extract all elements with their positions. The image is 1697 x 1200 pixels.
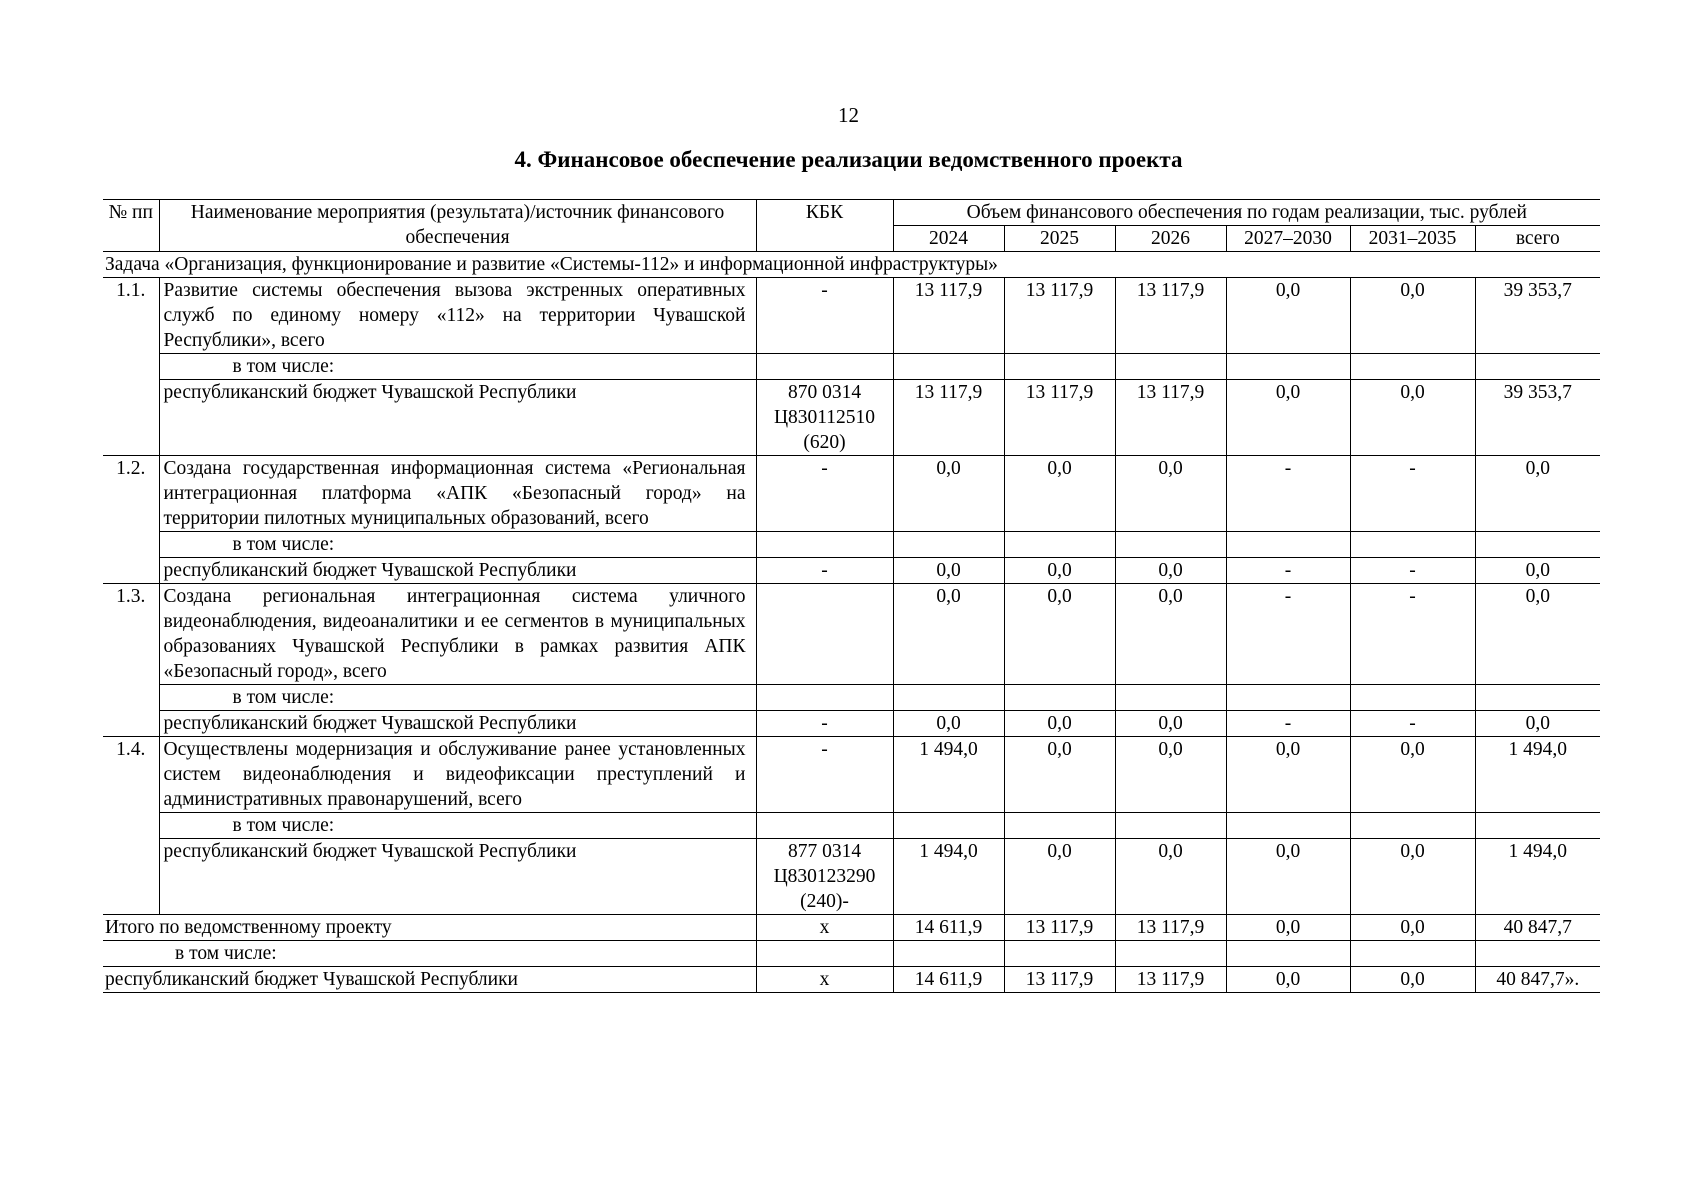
source-total: 0,0 [1475, 558, 1600, 584]
item-num: 1.2. [103, 456, 159, 584]
source-value: - [1350, 558, 1475, 584]
header-year: 2025 [1004, 226, 1115, 252]
source-label: республиканский бюджет Чувашской Республики [159, 711, 756, 737]
source-row [103, 558, 1600, 584]
source-value: 13 117,9 [1004, 380, 1115, 456]
item-value: 0,0 [1115, 737, 1226, 813]
item-name: Осуществлены модернизация и обслуживание ранее установленных систем видеонаблюдения и видеофиксации преступлений и административных правонарушений, всего [159, 737, 756, 813]
item-row [103, 584, 1600, 685]
source-label: республиканский бюджет Чувашской Республики [159, 839, 756, 915]
source-kbk: - [756, 711, 893, 737]
total-label: Итого по ведомственному проекту [103, 915, 756, 941]
item-row [103, 278, 1600, 354]
section-title: 4. Финансовое обеспечение реализации ведомственного проекта [514, 147, 1183, 172]
total-source-label: республиканский бюджет Чувашской Республики [103, 967, 756, 993]
source-label: республиканский бюджет Чувашской Республики [159, 558, 756, 584]
source-label: республиканский бюджет Чувашской Республики [159, 380, 756, 456]
source-total: 1 494,0 [1475, 839, 1600, 915]
source-total: 39 353,7 [1475, 380, 1600, 456]
item-row [103, 737, 1600, 813]
source-row [103, 839, 1600, 915]
financing-table [103, 199, 1600, 993]
item-kbk: - [756, 278, 893, 354]
total-source-value: 13 117,9 [1115, 967, 1226, 993]
source-total: 0,0 [1475, 711, 1600, 737]
task-label: Задача «Организация, функционирование и развитие «Системы-112» и информационной инфраструктуры» [103, 252, 1600, 278]
source-value: - [1226, 558, 1350, 584]
item-value: 0,0 [1350, 278, 1475, 354]
item-value: - [1226, 584, 1350, 685]
item-num: 1.1. [103, 278, 159, 456]
total-row [103, 915, 1600, 941]
item-value: 0,0 [893, 456, 1004, 532]
total-value: 0,0 [1226, 915, 1350, 941]
item-num: 1.4. [103, 737, 159, 915]
item-value: 0,0 [893, 584, 1004, 685]
source-value: 0,0 [1350, 839, 1475, 915]
source-value: 1 494,0 [893, 839, 1004, 915]
total-value: 13 117,9 [1115, 915, 1226, 941]
header-year: 2026 [1115, 226, 1226, 252]
source-kbk: - [756, 558, 893, 584]
source-row [103, 380, 1600, 456]
header-row [103, 200, 1600, 226]
item-value: 0,0 [1004, 737, 1115, 813]
including-label: в том числе: [159, 813, 756, 839]
including-label: в том числе: [159, 685, 756, 711]
header-year: 2024 [893, 226, 1004, 252]
source-row [103, 711, 1600, 737]
item-value: 1 494,0 [893, 737, 1004, 813]
item-value: - [1350, 456, 1475, 532]
source-value: 0,0 [1226, 380, 1350, 456]
total-source-kbk: х [756, 967, 893, 993]
total-including-row [103, 941, 1600, 967]
header-name: Наименование мероприятия (результата)/источник финансового обеспечения [159, 200, 756, 252]
source-kbk: 877 0314 Ц830123290 (240)- [756, 839, 893, 915]
total-source-row [103, 967, 1600, 993]
item-kbk: - [756, 456, 893, 532]
item-value: 0,0 [1115, 584, 1226, 685]
total-value: 0,0 [1350, 915, 1475, 941]
source-value: 0,0 [1115, 558, 1226, 584]
source-kbk: 870 0314 Ц830112510 (620) [756, 380, 893, 456]
total-kbk: х [756, 915, 893, 941]
total-value: 13 117,9 [1004, 915, 1115, 941]
item-total: 39 353,7 [1475, 278, 1600, 354]
item-name: Создана государственная информационная система «Региональная интеграционная платформа «АПК «Безопасный город» на территории пилотных муниципальных образований, всего [159, 456, 756, 532]
source-value: - [1226, 711, 1350, 737]
item-value: - [1226, 456, 1350, 532]
item-value: 0,0 [1004, 456, 1115, 532]
including-label: в том числе: [159, 532, 756, 558]
source-value: 0,0 [1115, 711, 1226, 737]
including-row [103, 685, 1600, 711]
item-value: 0,0 [1226, 737, 1350, 813]
including-row [103, 532, 1600, 558]
task-row [103, 252, 1600, 278]
item-value: 13 117,9 [893, 278, 1004, 354]
header-volume: Объем финансового обеспечения по годам реализации, тыс. рублей [893, 200, 1600, 226]
item-value: 0,0 [1226, 278, 1350, 354]
source-value: 0,0 [1226, 839, 1350, 915]
header-year: 2031–2035 [1350, 226, 1475, 252]
including-row [103, 354, 1600, 380]
item-value: - [1350, 584, 1475, 685]
source-value: 0,0 [1115, 839, 1226, 915]
header-year: 2027–2030 [1226, 226, 1350, 252]
item-value: 0,0 [1115, 456, 1226, 532]
source-value: 0,0 [1004, 711, 1115, 737]
source-value: 0,0 [1004, 839, 1115, 915]
item-kbk: - [756, 737, 893, 813]
item-kbk [756, 584, 893, 685]
item-value: 0,0 [1004, 584, 1115, 685]
total-value: 14 611,9 [893, 915, 1004, 941]
item-value: 0,0 [1350, 737, 1475, 813]
total-source-value: 0,0 [1226, 967, 1350, 993]
header-num: № пп [103, 200, 159, 252]
item-total: 0,0 [1475, 456, 1600, 532]
total-source-sum: 40 847,7». [1475, 967, 1600, 993]
source-value: 0,0 [1004, 558, 1115, 584]
item-name: Развитие системы обеспечения вызова экстренных оперативных служб по единому номеру «112» на территории Чувашской Республики», всего [159, 278, 756, 354]
total-sum: 40 847,7 [1475, 915, 1600, 941]
source-value: - [1350, 711, 1475, 737]
item-value: 13 117,9 [1115, 278, 1226, 354]
total-source-value: 14 611,9 [893, 967, 1004, 993]
item-total: 0,0 [1475, 584, 1600, 685]
source-value: 13 117,9 [893, 380, 1004, 456]
including-label: в том числе: [159, 354, 756, 380]
item-value: 13 117,9 [1004, 278, 1115, 354]
including-row [103, 813, 1600, 839]
source-value: 0,0 [1350, 380, 1475, 456]
source-value: 13 117,9 [1115, 380, 1226, 456]
header-total: всего [1475, 226, 1600, 252]
source-value: 0,0 [893, 558, 1004, 584]
item-num: 1.3. [103, 584, 159, 737]
item-total: 1 494,0 [1475, 737, 1600, 813]
item-row [103, 456, 1600, 532]
source-value: 0,0 [893, 711, 1004, 737]
page-number: 12 [838, 103, 859, 127]
total-including-label: в том числе: [103, 941, 756, 967]
total-source-value: 0,0 [1350, 967, 1475, 993]
total-source-value: 13 117,9 [1004, 967, 1115, 993]
header-kbk: КБК [756, 200, 893, 252]
item-name: Создана региональная интеграционная система уличного видеонаблюдения, видеоаналитики и ее сегментов в муниципальных образованиях Чувашской Республики в рамках развития АПК «Безопасный город», всего [159, 584, 756, 685]
